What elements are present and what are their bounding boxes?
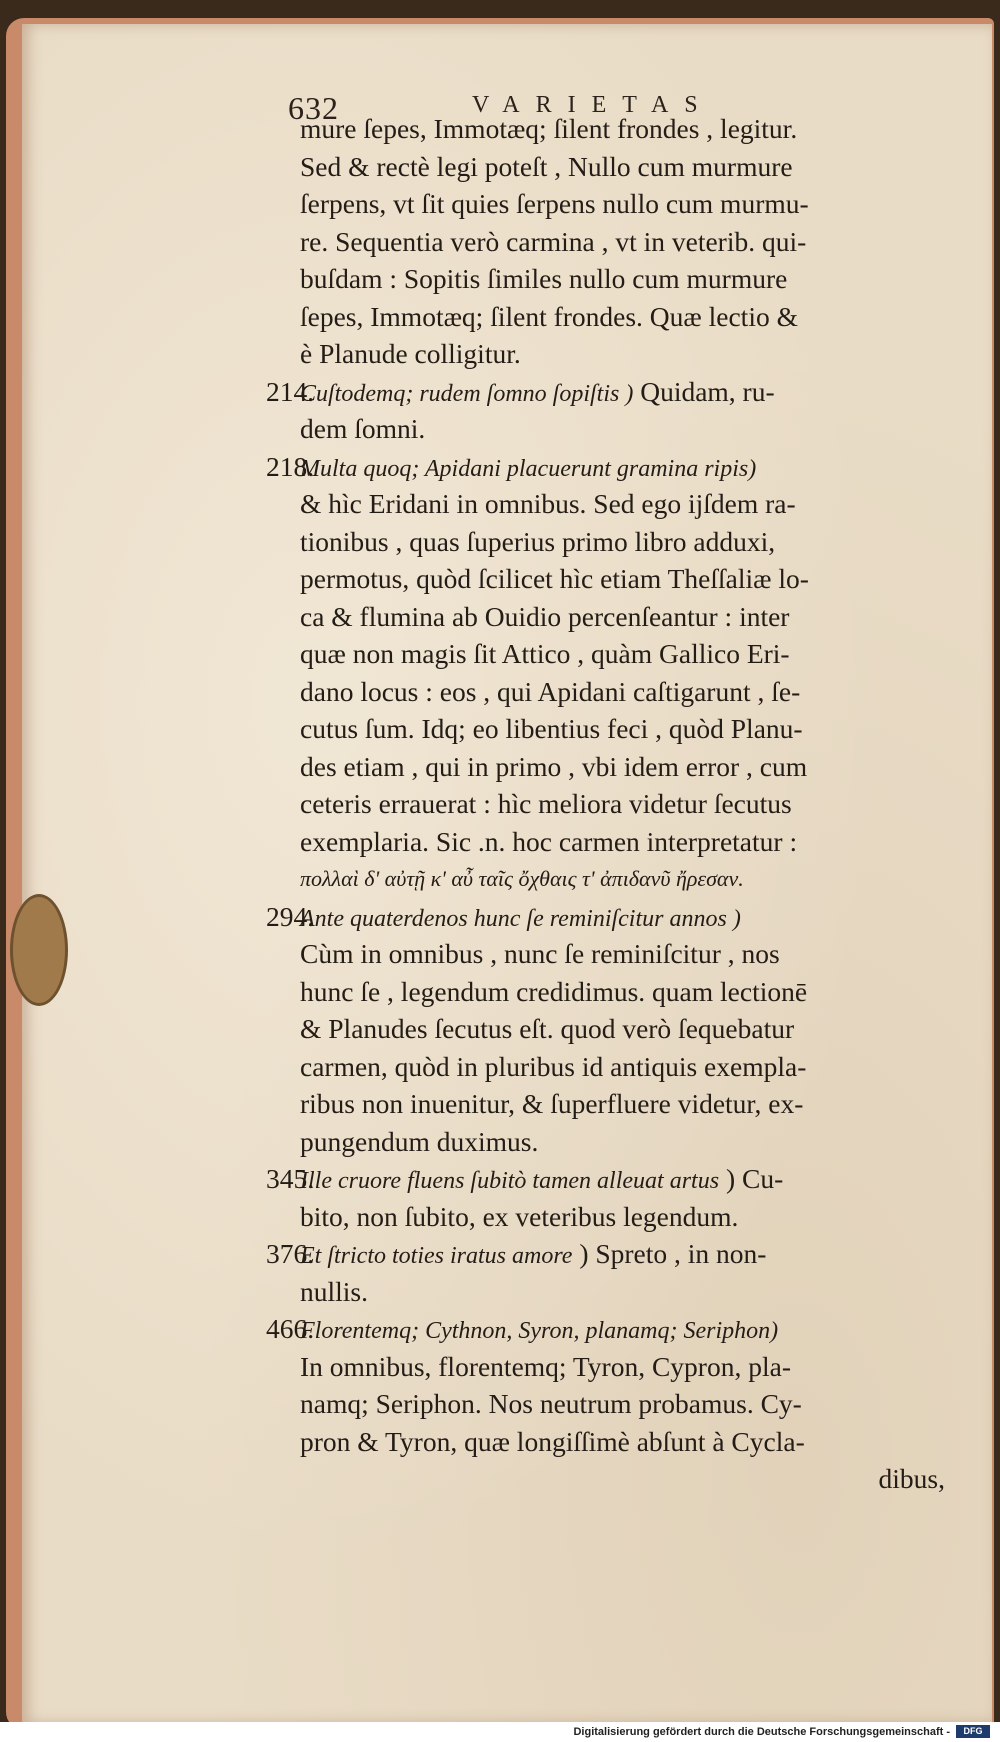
line-text: ca & flumina ab Ouidio percenſeantur : inter — [300, 600, 790, 632]
text-line — [300, 260, 945, 298]
line-text: ſerpens, vt ſit quies ſerpens nullo cum murmu- — [300, 188, 809, 219]
digitization-footer — [0, 1722, 1000, 1742]
text-line — [300, 1423, 945, 1461]
line-text: ribus non inuenitur, & ſuperfluere videtur, ex- — [300, 1088, 804, 1119]
note-line — [266, 898, 945, 936]
text-line — [300, 1348, 945, 1386]
line-number: 466. — [266, 1313, 315, 1344]
text-line — [300, 185, 945, 223]
lemma: Et ſtricto toties iratus amore — [300, 1243, 573, 1269]
line-text: namq; Seriphon. Nos neutrum probamus. Cy- — [300, 1388, 802, 1419]
note-line — [266, 1235, 945, 1273]
text-line — [300, 110, 945, 148]
line-text: dano locus : eos , qui Apidani caſtigarunt , ſe- — [300, 675, 801, 707]
line-text: exemplaria. Sic .n. hoc carmen interpretatur : — [300, 825, 798, 857]
text-line — [300, 1123, 945, 1161]
line-text: πολλαὶ δ' αὐτῇ κ' αὖ ταῖς ὄχθαις τ' ἀπιδανῦ ἤρεσαν. — [300, 866, 744, 891]
line-number: 345. — [266, 1163, 315, 1194]
line-text: re. Sequentia verò carmina , vt in veterib. qui- — [300, 225, 807, 257]
text-line — [300, 785, 945, 823]
note-line — [266, 1310, 945, 1348]
text-line — [300, 1010, 945, 1048]
line-text: ) Cu- — [719, 1163, 784, 1194]
text-line — [300, 823, 945, 861]
dfg-logo: DFG — [956, 1725, 990, 1738]
text-line — [300, 710, 945, 748]
line-text: & hìc Eridani in omnibus. Sed ego ijſdem ra- — [300, 488, 796, 519]
text-line — [300, 523, 945, 561]
line-text: hunc ſe , legendum credidimus. quam lectionē — [300, 975, 808, 1007]
running-head: VARIETAS — [472, 92, 714, 118]
line-text: quæ non magis ſit Attico , quàm Gallico Eri- — [300, 638, 790, 669]
line-text: buſdam : Sopitis ſimiles nullo cum murmure — [300, 263, 788, 294]
line-text: Sed & rectè legi poteſt , Nullo cum murmure — [300, 150, 793, 182]
text-line — [300, 223, 945, 261]
line-number: 218. — [266, 450, 315, 482]
note-line — [266, 1160, 945, 1198]
line-text: Cùm in omnibus , nunc ſe reminiſcitur , nos — [300, 938, 780, 969]
line-text: ) Spreto , in non- — [572, 1238, 767, 1269]
text-line — [300, 1460, 945, 1498]
line-text: cutus ſum. Idq; eo libentius feci , quòd Planu- — [300, 713, 803, 744]
line-text: & Planudes ſecutus eſt. quod verò ſequebatur — [300, 1013, 795, 1044]
text-line — [300, 935, 945, 973]
line-text: è Planude colligitur. — [300, 338, 521, 369]
text-line — [300, 298, 945, 336]
line-text: tionibus , quas ſuperius primo libro adduxi, — [300, 525, 776, 557]
text-line — [300, 485, 945, 523]
text-line — [300, 1085, 945, 1123]
line-text: ceteris errauerat : hìc meliora videtur ſecutus — [300, 788, 792, 819]
line-text: ſepes, Immotæq; ſilent frondes. Quæ lectio & — [300, 300, 798, 332]
lemma: Cuſtodemq; rudem ſomno ſopiſtis ) — [300, 380, 634, 407]
line-text: dibus, — [878, 1463, 945, 1494]
line-text: dem ſomni. — [300, 413, 426, 444]
lemma: Florentemq; Cythnon, Syron, planamq; Seriphon) — [300, 1318, 779, 1344]
text-body — [266, 110, 945, 1498]
text-line — [300, 973, 945, 1011]
text-line — [300, 410, 945, 448]
text-line — [300, 1198, 945, 1236]
line-number: 376. — [266, 1238, 315, 1269]
text-line — [300, 748, 945, 786]
line-text: pungendum duximus. — [300, 1125, 539, 1157]
line-text: In omnibus, florentemq; Tyron, Cypron, pla- — [300, 1350, 791, 1382]
lemma: Multa quoq; Apidani placuerunt gramina ripis) — [300, 455, 757, 482]
line-text: pron & Tyron, quæ longiſſimè abſunt à Cycla- — [300, 1425, 805, 1457]
lemma: Ante quaterdenos hunc ſe reminiſcitur annos ) — [300, 905, 741, 932]
line-text: Quidam, ru- — [633, 375, 775, 407]
text-line — [300, 1048, 945, 1086]
line-text: permotus, quòd ſcilicet hìc etiam Theſſaliæ lo- — [300, 563, 809, 594]
page-number: 632 — [288, 90, 339, 126]
line-text: carmen, quòd in pluribus id antiquis exempla- — [300, 1050, 807, 1082]
line-text: nullis. — [300, 1275, 368, 1307]
text-line — [300, 1273, 945, 1311]
line-text: mure ſepes, Immotæq; ſilent frondes , legitur. — [300, 113, 798, 144]
text-line — [300, 673, 945, 711]
line-text: bito, non ſubito, ex veteribus legendum. — [300, 1200, 739, 1232]
text-line — [300, 560, 945, 598]
line-number: 294. — [266, 900, 315, 932]
text-line — [300, 335, 945, 373]
text-line — [300, 860, 945, 898]
note-line — [266, 448, 945, 486]
clasp-mark — [10, 894, 68, 1006]
text-line — [300, 148, 945, 186]
footer-credit: Digitalisierung gefördert durch die Deutsche Forschungsgemeinschaft - — [573, 1726, 950, 1738]
note-line — [266, 373, 945, 411]
lemma: Ille cruore fluens ſubitò tamen alleuat artus — [300, 1168, 720, 1194]
text-line — [300, 1385, 945, 1423]
text-line — [300, 635, 945, 673]
text-line — [300, 598, 945, 636]
line-text: des etiam , qui in primo , vbi idem error , cum — [300, 750, 808, 782]
line-number: 214. — [266, 375, 315, 407]
